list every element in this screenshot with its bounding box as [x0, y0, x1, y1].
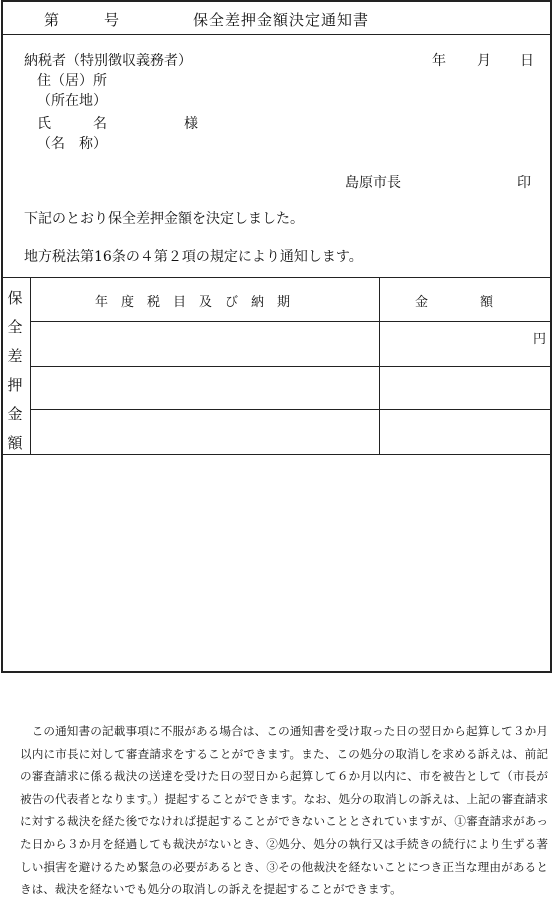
document-number-label: 第 号	[44, 11, 120, 29]
name-label: 氏 名	[37, 116, 107, 132]
issuer-name: 島原市長	[345, 175, 401, 191]
date-month-label: 月	[477, 53, 491, 69]
period-column-header: 年 度 税 目 及 び 納 期	[95, 295, 291, 310]
amount-cell	[385, 414, 545, 450]
period-cell	[36, 371, 372, 405]
period-cell	[36, 414, 372, 450]
appeal-notice-text: この通知書の記載事項に不服がある場合は、この通知書を受け取った日の翌日から起算して３か月以内に市長に対して審査請求をすることができます。また、この処分の取消しを求める訴えは、前記の審査請求に係る裁決の送達を受けた日の翌日から起算して６か月以内に、市を被告として（市長が被告の代表者となります。）提起することができます。なお、処分の取消しの訴えは、上記の審査請求に対する裁決を経た後でなければ提起することができないこととされていますが、①審査請求があった日から３か月を経過しても裁決がないとき、②処分、処分の執行又は手続きの続行により生ずる著しい損害を避けるため緊急の必要があるとき、③その他裁決を経ないことにつき正当な理由があるときは、裁決を経ないでも処分の取消しの訴えを提起することができます。	[20, 724, 548, 897]
table-row-divider-2	[30, 409, 552, 410]
side-label-char: 金	[7, 405, 23, 423]
address-sublabel: （所在地）	[37, 93, 107, 109]
side-label-char: 全	[7, 318, 23, 336]
address-label: 住（居）所	[37, 73, 107, 89]
side-label-divider	[30, 277, 31, 455]
side-label-char: 押	[7, 376, 23, 394]
amount-column-divider	[379, 277, 380, 455]
table-row-divider-1	[30, 366, 552, 367]
table-header-divider	[30, 321, 552, 322]
date-year-label: 年	[432, 53, 446, 69]
taxpayer-label: 納税者（特別徴収義務者）	[24, 53, 192, 69]
amount-cell	[385, 371, 545, 405]
side-label-char: 保	[7, 289, 23, 307]
period-cell	[36, 326, 372, 362]
header-divider	[1, 34, 552, 35]
body-line-1: 下記のとおり保全差押金額を決定しました。	[24, 211, 304, 227]
appeal-notice	[20, 720, 548, 901]
side-label-char: 額	[7, 434, 23, 452]
side-label-char: 差	[7, 347, 23, 365]
currency-unit: 円	[533, 332, 547, 347]
seal-mark: 印	[517, 175, 531, 191]
body-line-2: 地方税法第16条の４第２項の規定により通知します。	[24, 249, 363, 265]
document-title: 保全差押金額決定通知書	[193, 11, 370, 29]
date-day-label: 日	[520, 53, 534, 69]
amount-column-header: 金 額	[415, 295, 494, 310]
amount-cell	[385, 340, 525, 360]
table-top-border	[1, 277, 552, 278]
name-sublabel: （名 称）	[37, 136, 107, 152]
table-bottom-border	[1, 454, 552, 455]
honorific-label: 様	[184, 116, 198, 132]
